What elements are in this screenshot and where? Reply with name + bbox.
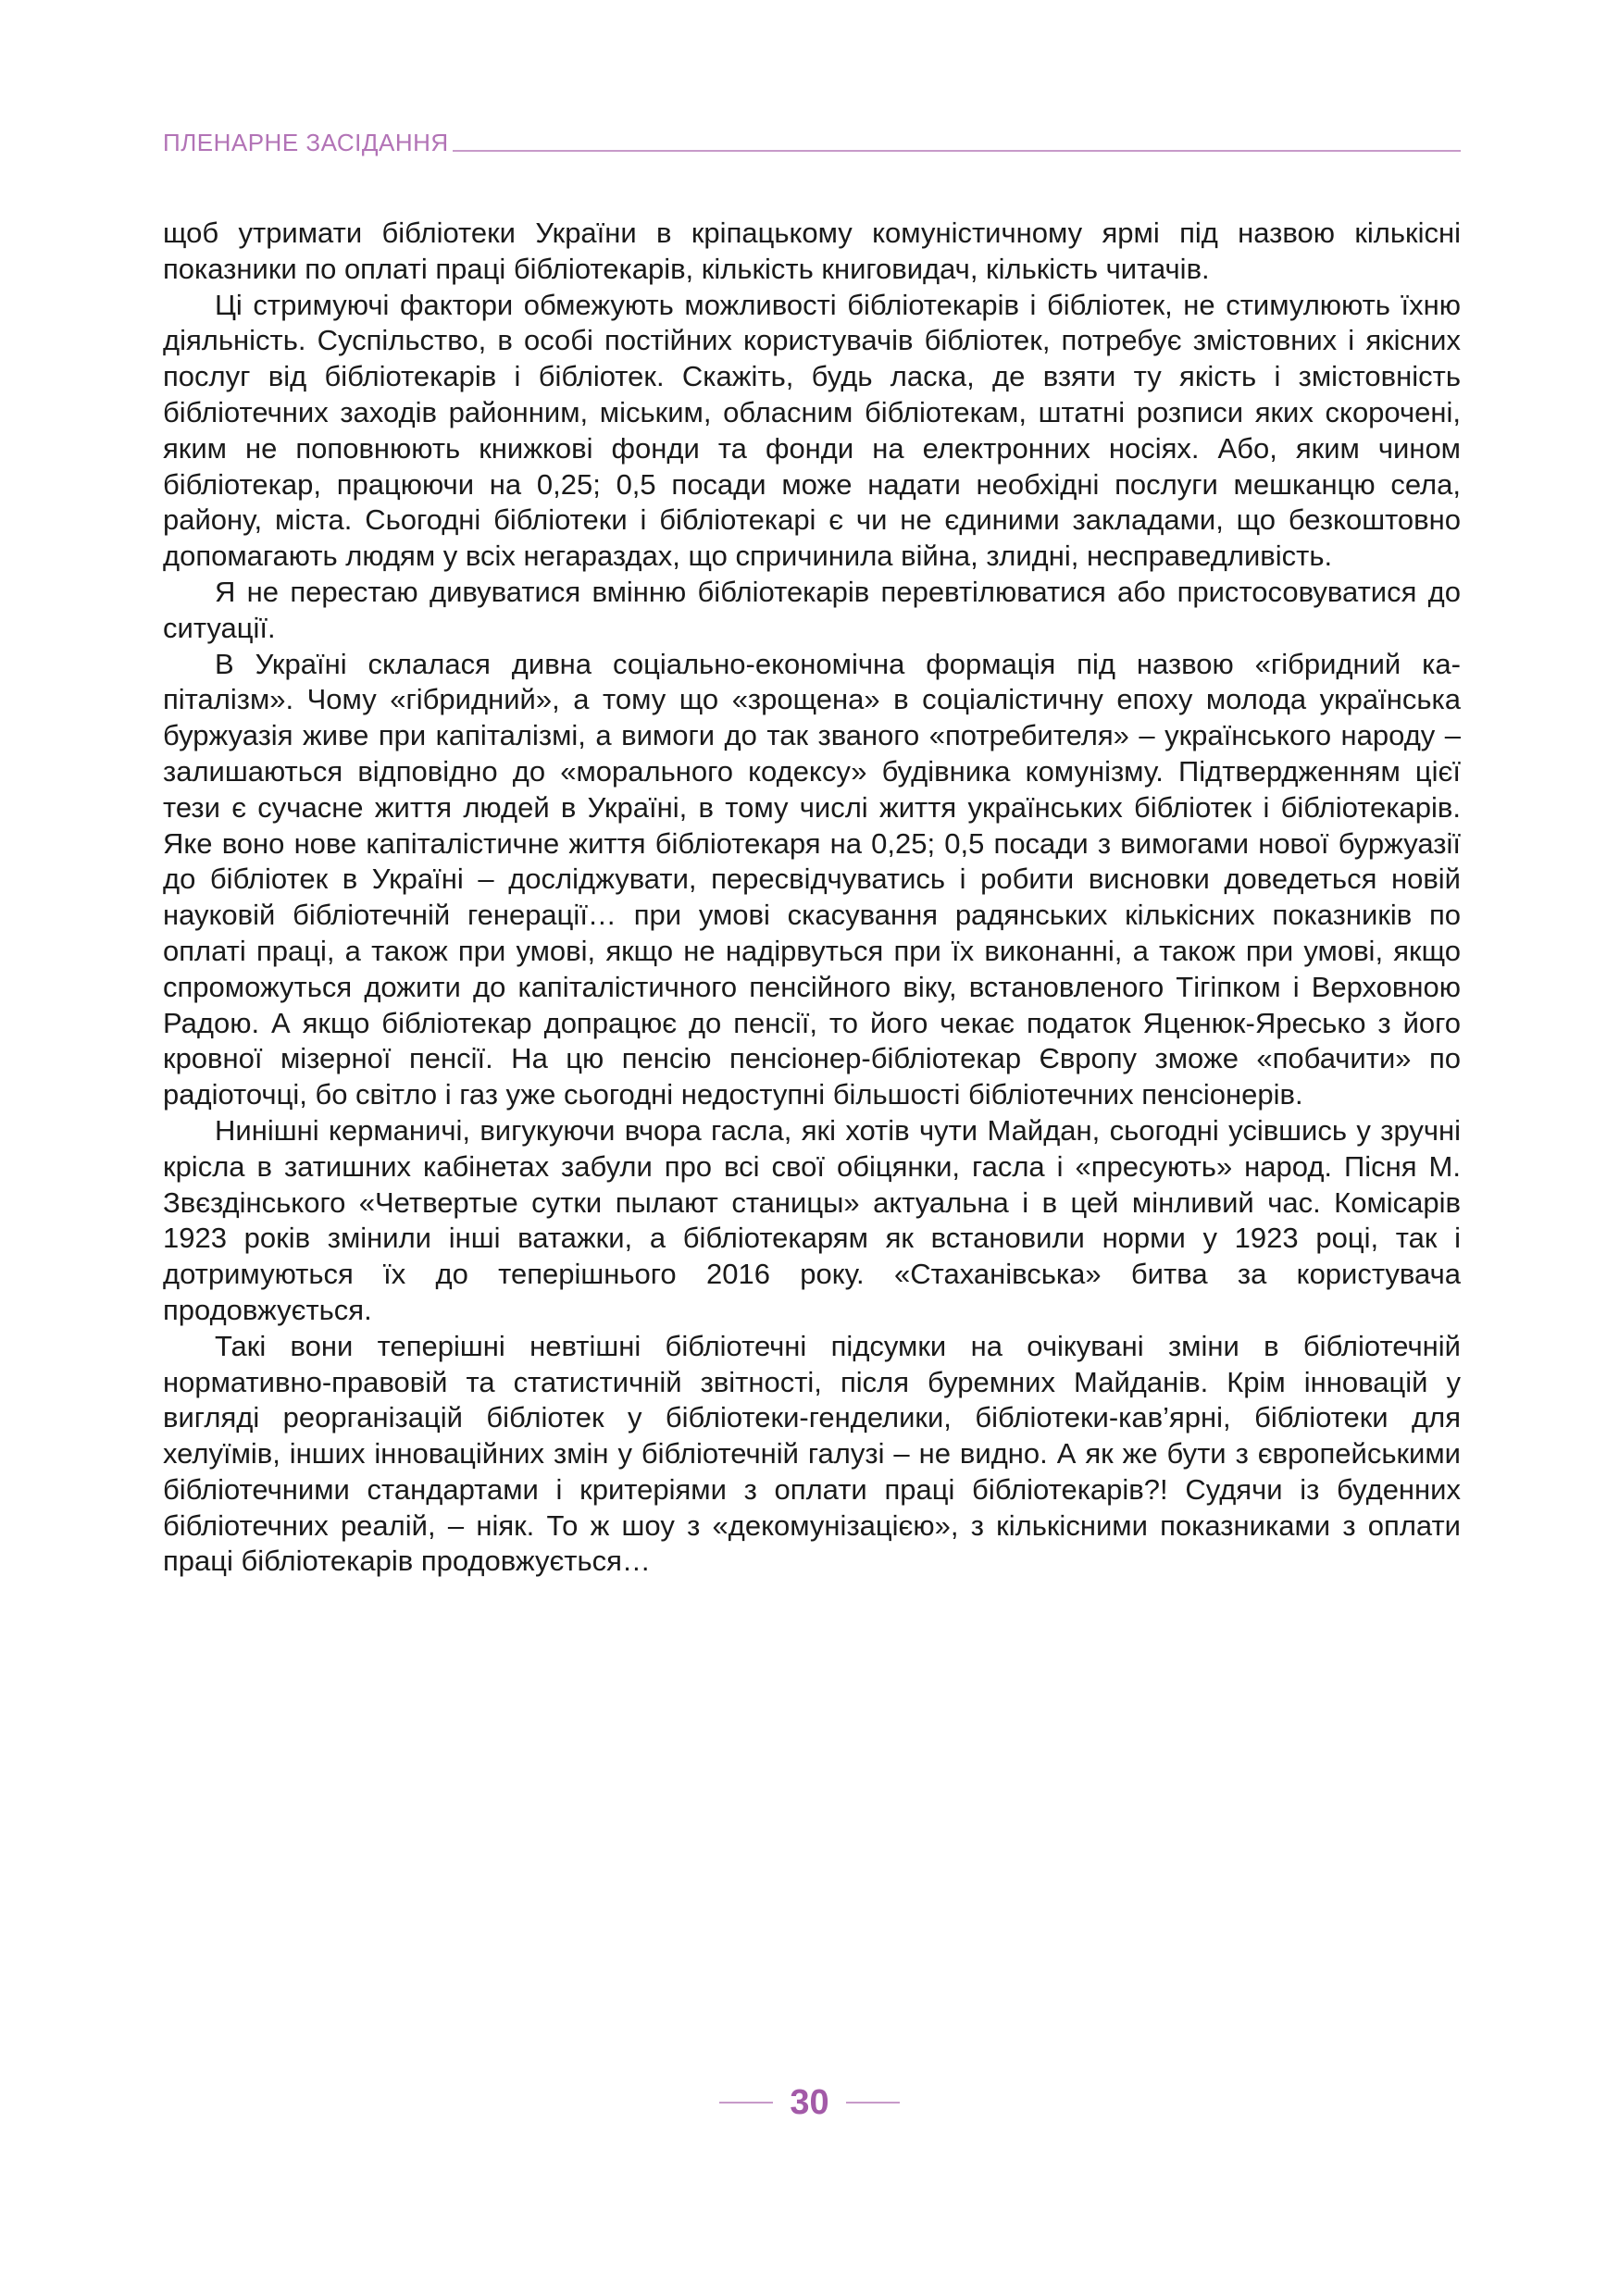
paragraph: В Україні склалася дивна соціально-економічна формація під назвою «гібридний капіталізм». Чому «гібридний», а тому що «зрощена» в соціалістичну епоху молода українська буржуазія живе при капіталізмі, а вимоги до так званого «потребителя» – українського народу – залишаються відповідно до «морального кодексу» будівника комунізму. Підтвердженням цієї тези є сучасне життя людей в Україні, в тому числі життя українських бібліотек і бібліотекарів. Яке воно нове капіталістичне життя бібліотекаря на 0,25; 0,5 посади з вимогами нової буржуазії до бібліотек в Україні – досліджувати, пересвідчуватись і робити висновки доведеться новій науковій бібліотечній генерації… при умові скасування радянських кількісних показників по оплаті праці, а також при умові, якщо не надірвуться при їх виконанні, а також при умові, якщо спроможуться дожити до капіталістичного пенсійного віку, встановленого Тігіпком і Верховною Радою. А якщо бібліотекар допрацює до пенсії, то його чекає податок Яценюк-Яресько з його кровної мізерної пенсії. На цю пенсію пенсіонер-бібліотекар Європу зможе «побачити» по радіоточці, бо світло і газ уже сьогодні недоступні більшості бібліотечних пенсіонерів.	[163, 647, 1461, 1111]
footer-rule-left	[719, 2102, 773, 2104]
paragraph: Ці стримуючі фактори обмежують можливості бібліотекарів і бібліотек, не стимулюють їхню діяльність. Суспільство, в особі постійних користувачів бібліотек, потребує змістовних і якісних послуг від бібліотекарів і бібліотек. Скажіть, будь ласка, де взяти ту якість і змістовність бібліотечних заходів районним, міським, обласним бібліотекам, штатні розписи яких скорочені, яким не поповнюють книжкові фонди та фонди на електронних носіях. Або, яким чином бібліотекар, працюючи на 0,25; 0,5 посади може надати необхідні послуги мешканцю села, району, міста. Сьогодні бібліотеки і бібліотекарі є чи не єдиними закладами, що безкоштовно допомагають людям у всіх негараздах, що спричинила війна, злидні, несправедливість.	[163, 288, 1461, 573]
running-header	[163, 123, 1461, 155]
page-footer	[0, 2084, 1619, 2121]
footer-rule-right	[846, 2102, 900, 2104]
article-body	[163, 216, 1461, 1580]
paragraph: Такі вони теперішні невтішні бібліотечні підсумки на очікувані зміни в бібліотечній нормативно-правовій та статистичній звітності, після буремних Майданів. Крім інновацій у вигляді реорганізацій бібліотек у бібліотеки-генделики, бібліотеки-кав’ярні, бібліотеки для хелуїмів, інших інноваційних змін у бібліотечній галузі – не видно. А як же бути з європейськими бібліотечними стандартами і критеріями з оплати праці бібліотекарів?! Судячи із буденних бібліотечних реалій, – ніяк. То ж шоу з «декомунізацією», з кількісними показниками з оплати праці бібліотекарів продовжується…	[163, 1329, 1461, 1578]
page-number: 30	[790, 2083, 829, 2122]
paragraph: Я не перестаю дивуватися вмінню бібліотекарів перевтілюватися або пристосовуватися до ситуації.	[163, 575, 1461, 644]
paragraph: щоб утримати бібліотеки України в кріпацькому комуністичному ярмі під назвою кількісні показники по оплаті праці бібліотекарів, кількість книговидач, кількість читачів.	[163, 217, 1461, 285]
paragraph: Нинішні керманичі, вигукуючи вчора гасла, які хотів чути Майдан, сьогодні усівшись у зручні крісла в затишних кабінетах забули про всі свої обіцянки, гасла і «пресують» народ. Пісня М. Звєздінського «Четвертые сутки пылают станицы» актуальна і в цей мінливий час. Комісарів 1923 років змінили інші ватажки, а бібліотекарям як встановили норми у 1923 році, так і дотримуються їх до теперішнього 2016 року. «Стаханівська» битва за користувача продовжується.	[163, 1113, 1461, 1326]
running-header-title: ПЛЕНАРНЕ ЗАСІДАННЯ	[163, 129, 449, 156]
header-divider	[453, 150, 1461, 152]
